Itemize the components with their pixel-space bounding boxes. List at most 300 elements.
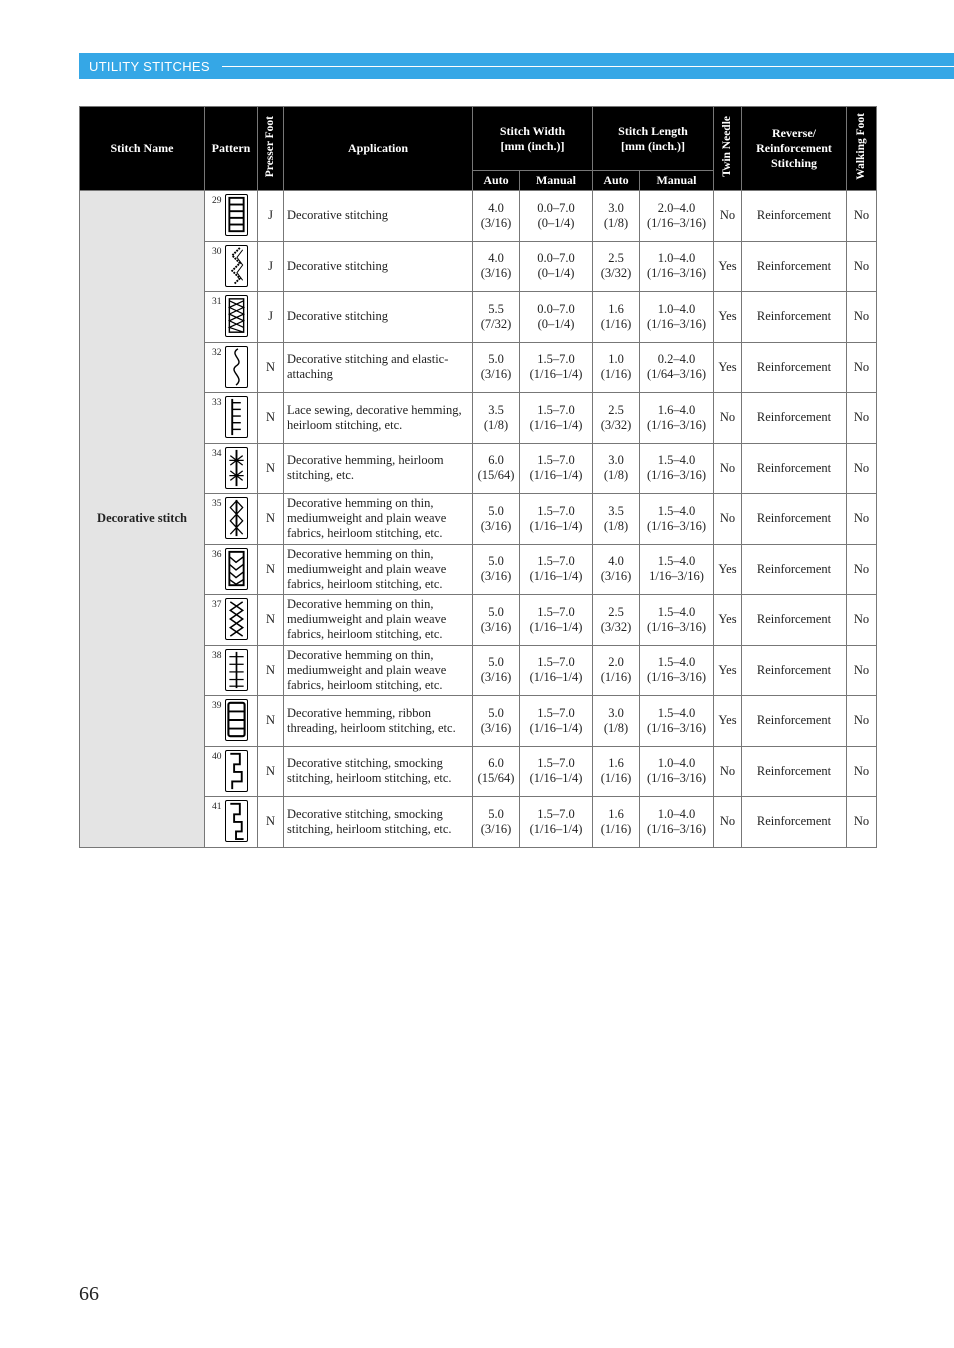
application-cell: Decorative hemming on thin, mediumweight and plain weave fabrics, heirloom stitching, etc. [284, 595, 473, 646]
length-manual-inch: (1/16–3/16) [646, 771, 707, 786]
width-manual-cell [520, 797, 593, 848]
header-stitch-length-label: Stitch Length [618, 123, 688, 138]
length-manual-cell [640, 544, 714, 595]
header-width-auto: Auto [473, 171, 520, 191]
presser-foot-cell: N [258, 595, 284, 646]
pattern-cell [205, 241, 258, 292]
reverse-cell: Reinforcement [742, 746, 847, 797]
length-auto-mm: 2.5 [608, 251, 624, 266]
width-auto-inch: (3/16) [480, 569, 512, 584]
width-manual-mm: 1.5–7.0 [537, 604, 575, 619]
width-auto-cell [473, 191, 520, 242]
width-manual-inch: (0–1/4) [537, 266, 575, 281]
reverse-cell: Reinforcement [742, 241, 847, 292]
pattern-number: 40 [212, 751, 222, 762]
reverse-cell: Reinforcement [742, 393, 847, 444]
width-manual-inch: (1/16–1/4) [529, 670, 583, 685]
width-auto-cell [473, 746, 520, 797]
pattern-number: 36 [212, 549, 222, 560]
twin-needle-cell: Yes [714, 696, 742, 747]
pattern-cell [205, 292, 258, 343]
width-manual-cell [520, 292, 593, 343]
width-auto-inch: (3/16) [480, 670, 512, 685]
stitch-pattern-icon [225, 750, 248, 792]
width-auto-mm: 5.5 [488, 301, 504, 316]
width-auto-mm: 5.0 [488, 503, 504, 518]
width-manual-inch: (0–1/4) [537, 215, 575, 230]
width-auto-mm: 5.0 [488, 554, 504, 569]
stitch-pattern-icon [225, 396, 248, 438]
length-manual-mm: 1.5–4.0 [657, 453, 696, 468]
width-manual-mm: 1.5–7.0 [537, 806, 575, 821]
width-auto-cell [473, 393, 520, 444]
width-manual-inch: (1/16–1/4) [529, 367, 583, 382]
application-cell: Decorative stitching, smocking stitching, heirloom stitching, etc. [284, 746, 473, 797]
width-auto-mm: 3.5 [488, 402, 504, 417]
header-stitch-width-unit: [mm (inch.)] [500, 138, 565, 153]
stitch-pattern-icon [225, 800, 248, 842]
width-manual-cell [520, 443, 593, 494]
header-reverse [742, 107, 847, 191]
pattern-cell [205, 696, 258, 747]
walking-foot-cell: No [847, 342, 877, 393]
twin-needle-cell: Yes [714, 241, 742, 292]
presser-foot-cell: J [258, 292, 284, 343]
length-manual-inch: (1/16–3/16) [646, 417, 707, 432]
length-auto-cell [593, 645, 640, 696]
reverse-cell: Reinforcement [742, 494, 847, 545]
pattern-cell [205, 544, 258, 595]
width-auto-mm: 5.0 [488, 655, 504, 670]
pattern-number: 37 [212, 600, 222, 610]
presser-foot-cell: J [258, 241, 284, 292]
width-auto-inch: (1/8) [483, 417, 509, 432]
width-manual-cell [520, 191, 593, 242]
presser-foot-cell: N [258, 342, 284, 393]
walking-foot-cell: No [847, 191, 877, 242]
length-auto-inch: (1/16) [600, 821, 632, 836]
stitch-pattern-icon [225, 699, 248, 741]
width-auto-cell [473, 797, 520, 848]
header-twin-needle-label: Twin Needle [721, 116, 733, 177]
length-auto-cell [593, 797, 640, 848]
length-auto-cell [593, 241, 640, 292]
length-manual-cell [640, 746, 714, 797]
length-manual-cell [640, 342, 714, 393]
length-manual-cell [640, 393, 714, 444]
presser-foot-cell: N [258, 797, 284, 848]
reverse-cell: Reinforcement [742, 342, 847, 393]
width-auto-inch: (3/16) [480, 518, 512, 533]
length-manual-cell [640, 443, 714, 494]
application-cell: Decorative stitching and elastic-attaching [284, 342, 473, 393]
pattern-number: 34 [212, 448, 222, 459]
length-auto-inch: (1/16) [600, 670, 632, 685]
length-manual-inch: (1/16–3/16) [646, 316, 707, 331]
width-manual-mm: 1.5–7.0 [537, 554, 575, 569]
presser-foot-cell: N [258, 746, 284, 797]
walking-foot-cell: No [847, 797, 877, 848]
length-auto-mm: 3.0 [608, 705, 624, 720]
pattern-number: 35 [212, 499, 222, 509]
pattern-cell [205, 443, 258, 494]
length-auto-mm: 3.0 [608, 200, 624, 215]
reverse-cell: Reinforcement [742, 443, 847, 494]
pattern-number: 29 [212, 196, 222, 206]
stitch-pattern-graphic [226, 246, 247, 286]
pattern-cell [205, 342, 258, 393]
length-manual-mm: 1.5–4.0 [657, 604, 696, 619]
length-manual-cell [640, 595, 714, 646]
application-cell: Decorative hemming on thin, mediumweight and plain weave fabrics, heirloom stitching, etc. [284, 645, 473, 696]
width-auto-inch: (7/32) [480, 316, 512, 331]
pattern-cell [205, 393, 258, 444]
width-auto-mm: 5.0 [488, 806, 504, 821]
twin-needle-cell: Yes [714, 645, 742, 696]
width-auto-cell [473, 595, 520, 646]
length-auto-mm: 1.6 [608, 301, 624, 316]
presser-foot-cell: N [258, 544, 284, 595]
stitch-pattern-icon [225, 598, 248, 640]
walking-foot-cell: No [847, 746, 877, 797]
length-auto-cell [593, 393, 640, 444]
width-auto-inch: (3/16) [480, 367, 512, 382]
width-auto-mm: 5.0 [488, 604, 504, 619]
application-cell: Decorative stitching [284, 191, 473, 242]
pattern-number: 38 [212, 650, 222, 661]
width-manual-inch: (1/16–1/4) [529, 518, 583, 533]
header-stitch-width-label: Stitch Width [499, 123, 566, 138]
presser-foot-cell: N [258, 696, 284, 747]
width-manual-mm: 0.0–7.0 [537, 251, 575, 266]
width-manual-cell [520, 544, 593, 595]
application-cell: Decorative hemming, heirloom stitching, etc. [284, 443, 473, 494]
application-cell: Decorative stitching [284, 292, 473, 343]
twin-needle-cell: No [714, 494, 742, 545]
length-manual-mm: 1.0–4.0 [657, 251, 696, 266]
width-auto-cell [473, 342, 520, 393]
length-manual-mm: 0.2–4.0 [657, 352, 696, 367]
header-stitch-length-unit: [mm (inch.)] [621, 138, 685, 153]
width-auto-mm: 4.0 [488, 200, 504, 215]
presser-foot-cell: N [258, 494, 284, 545]
width-auto-cell [473, 292, 520, 343]
length-auto-inch: (3/32) [600, 266, 632, 281]
length-manual-mm: 1.0–4.0 [657, 301, 696, 316]
pattern-number: 30 [212, 246, 222, 257]
page-number: 66 [79, 1283, 99, 1305]
reverse-cell: Reinforcement [742, 645, 847, 696]
length-auto-cell [593, 544, 640, 595]
pattern-number: 32 [212, 347, 222, 358]
width-manual-inch: (1/16–1/4) [529, 619, 583, 634]
length-auto-inch: (1/8) [603, 468, 629, 483]
width-auto-cell [473, 443, 520, 494]
width-manual-mm: 1.5–7.0 [537, 352, 575, 367]
width-manual-inch: (1/16–1/4) [529, 771, 583, 786]
length-manual-inch: (1/16–3/16) [646, 821, 707, 836]
length-auto-mm: 2.0 [608, 655, 624, 670]
length-auto-inch: (1/8) [603, 215, 629, 230]
length-manual-cell [640, 494, 714, 545]
reverse-cell: Reinforcement [742, 595, 847, 646]
presser-foot-cell: N [258, 645, 284, 696]
length-manual-inch: (1/16–3/16) [646, 468, 707, 483]
width-manual-inch: (1/16–1/4) [529, 720, 583, 735]
presser-foot-cell: N [258, 393, 284, 444]
length-auto-inch: (1/16) [600, 367, 632, 382]
width-auto-inch: (3/16) [480, 266, 512, 281]
header-length-manual: Manual [640, 171, 714, 191]
header-twin-needle [714, 107, 742, 191]
length-auto-inch: (1/8) [603, 720, 629, 735]
header-presser-foot-label: Presser Foot [264, 115, 276, 178]
application-cell: Decorative stitching [284, 241, 473, 292]
width-manual-mm: 1.5–7.0 [537, 453, 575, 468]
stitch-pattern-icon [225, 497, 248, 539]
reverse-cell: Reinforcement [742, 292, 847, 343]
header-stitch-name: Stitch Name [80, 107, 205, 191]
header-reverse-line2: Reinforcement [756, 141, 832, 155]
width-manual-cell [520, 645, 593, 696]
width-auto-cell [473, 544, 520, 595]
length-auto-inch: (1/8) [603, 518, 629, 533]
pattern-number: 41 [212, 802, 222, 812]
length-auto-mm: 4.0 [608, 554, 624, 569]
twin-needle-cell: No [714, 393, 742, 444]
length-manual-inch: (1/16–3/16) [646, 266, 707, 281]
pattern-cell [205, 797, 258, 848]
header-length-auto: Auto [593, 171, 640, 191]
width-manual-mm: 0.0–7.0 [537, 200, 575, 215]
length-auto-inch: (3/32) [600, 417, 632, 432]
stitch-pattern-graphic [226, 498, 247, 538]
length-manual-inch: (1/16–3/16) [646, 720, 707, 735]
stitch-pattern-graphic [226, 700, 247, 740]
stitch-pattern-graphic [226, 296, 247, 336]
twin-needle-cell: Yes [714, 342, 742, 393]
length-auto-cell [593, 292, 640, 343]
width-auto-cell [473, 645, 520, 696]
table-row [80, 191, 877, 242]
length-auto-mm: 1.6 [608, 806, 624, 821]
width-manual-inch: (1/16–1/4) [529, 417, 583, 432]
twin-needle-cell: No [714, 191, 742, 242]
stitch-pattern-graphic [226, 650, 247, 690]
width-auto-mm: 6.0 [488, 756, 504, 771]
width-manual-cell [520, 393, 593, 444]
width-manual-mm: 1.5–7.0 [537, 503, 575, 518]
stitch-pattern-graphic [226, 195, 247, 235]
width-auto-mm: 5.0 [488, 705, 504, 720]
length-manual-inch: (1/16–3/16) [646, 670, 707, 685]
length-manual-mm: 1.0–4.0 [657, 806, 696, 821]
pattern-number: 39 [212, 701, 222, 711]
length-manual-inch: (1/64–3/16) [646, 367, 707, 382]
pattern-cell [205, 645, 258, 696]
pattern-number: 31 [212, 297, 222, 307]
length-auto-mm: 3.5 [608, 503, 624, 518]
twin-needle-cell: No [714, 797, 742, 848]
stitch-pattern-icon [225, 346, 248, 388]
header-stitch-width [473, 107, 593, 171]
width-manual-mm: 1.5–7.0 [537, 705, 575, 720]
length-manual-mm: 1.5–4.0 [657, 655, 696, 670]
length-manual-inch: 1/16–3/16) [649, 569, 704, 584]
header-reverse-line3: Stitching [770, 156, 817, 170]
width-auto-cell [473, 241, 520, 292]
pattern-cell [205, 494, 258, 545]
length-manual-cell [640, 292, 714, 343]
length-auto-cell [593, 342, 640, 393]
pattern-cell [205, 595, 258, 646]
walking-foot-cell: No [847, 595, 877, 646]
length-auto-cell [593, 746, 640, 797]
width-manual-cell [520, 494, 593, 545]
length-manual-cell [640, 797, 714, 848]
pattern-number: 33 [212, 398, 222, 408]
stitch-pattern-graphic [226, 347, 247, 387]
reverse-cell: Reinforcement [742, 696, 847, 747]
header-reverse-line1: Reverse/ [772, 126, 816, 140]
length-auto-inch: (1/16) [600, 771, 632, 786]
length-auto-inch: (1/16) [600, 316, 632, 331]
length-manual-mm: 1.5–4.0 [657, 705, 696, 720]
length-auto-mm: 2.5 [608, 402, 624, 417]
width-manual-cell [520, 595, 593, 646]
application-cell: Decorative stitching, smocking stitching, heirloom stitching, etc. [284, 797, 473, 848]
pattern-cell [205, 191, 258, 242]
walking-foot-cell: No [847, 292, 877, 343]
length-manual-mm: 2.0–4.0 [657, 200, 696, 215]
twin-needle-cell: No [714, 746, 742, 797]
width-auto-inch: (3/16) [480, 215, 512, 230]
length-auto-cell [593, 191, 640, 242]
twin-needle-cell: Yes [714, 544, 742, 595]
length-manual-inch: (1/16–3/16) [646, 215, 707, 230]
twin-needle-cell: Yes [714, 292, 742, 343]
length-manual-mm: 1.6–4.0 [657, 402, 696, 417]
walking-foot-cell: No [847, 645, 877, 696]
walking-foot-cell: No [847, 544, 877, 595]
application-cell: Decorative hemming, ribbon threading, heirloom stitching, etc. [284, 696, 473, 747]
stitch-table [79, 106, 877, 848]
header-application: Application [284, 107, 473, 191]
stitch-pattern-icon [225, 295, 248, 337]
length-manual-cell [640, 645, 714, 696]
length-auto-mm: 1.6 [608, 756, 624, 771]
width-manual-mm: 0.0–7.0 [537, 301, 575, 316]
stitch-pattern-graphic [226, 549, 247, 589]
reverse-cell: Reinforcement [742, 544, 847, 595]
application-cell: Lace sewing, decorative hemming, heirloom stitching, etc. [284, 393, 473, 444]
width-auto-inch: (15/64) [477, 468, 515, 483]
width-auto-inch: (3/16) [480, 720, 512, 735]
header-stitch-length [593, 107, 714, 171]
width-manual-cell [520, 696, 593, 747]
width-manual-cell [520, 342, 593, 393]
stitch-pattern-graphic [226, 599, 247, 639]
twin-needle-cell: Yes [714, 595, 742, 646]
stitch-pattern-graphic [226, 801, 247, 841]
header-rule [222, 66, 954, 67]
walking-foot-cell: No [847, 443, 877, 494]
stitch-pattern-graphic [226, 397, 247, 437]
length-manual-mm: 1.5–4.0 [657, 554, 696, 569]
section-header-bar [79, 53, 954, 79]
presser-foot-cell: J [258, 191, 284, 242]
width-manual-cell [520, 746, 593, 797]
walking-foot-cell: No [847, 696, 877, 747]
stitch-pattern-icon [225, 194, 248, 236]
length-manual-cell [640, 241, 714, 292]
length-manual-mm: 1.0–4.0 [657, 756, 696, 771]
length-manual-cell [640, 191, 714, 242]
width-manual-mm: 1.5–7.0 [537, 756, 575, 771]
header-presser-foot [258, 107, 284, 191]
width-auto-mm: 6.0 [488, 453, 504, 468]
width-manual-cell [520, 241, 593, 292]
width-auto-mm: 4.0 [488, 251, 504, 266]
length-manual-inch: (1/16–3/16) [646, 619, 707, 634]
length-auto-cell [593, 696, 640, 747]
reverse-cell: Reinforcement [742, 797, 847, 848]
stitch-pattern-graphic [226, 751, 247, 791]
header-walking-foot [847, 107, 877, 191]
pattern-cell [205, 746, 258, 797]
length-manual-cell [640, 696, 714, 747]
stitch-pattern-icon [225, 649, 248, 691]
stitch-group-name: Decorative stitch [80, 191, 205, 848]
walking-foot-cell: No [847, 241, 877, 292]
width-auto-cell [473, 696, 520, 747]
length-auto-inch: (3/16) [600, 569, 632, 584]
application-cell: Decorative hemming on thin, mediumweight and plain weave fabrics, heirloom stitching, etc. [284, 544, 473, 595]
twin-needle-cell: No [714, 443, 742, 494]
reverse-cell: Reinforcement [742, 191, 847, 242]
stitch-pattern-graphic [226, 448, 247, 488]
header-pattern: Pattern [205, 107, 258, 191]
length-manual-inch: (1/16–3/16) [646, 518, 707, 533]
width-auto-inch: (15/64) [477, 771, 515, 786]
stitch-pattern-icon [225, 548, 248, 590]
stitch-pattern-icon [225, 245, 248, 287]
header-width-manual: Manual [520, 171, 593, 191]
width-auto-mm: 5.0 [488, 352, 504, 367]
width-manual-inch: (1/16–1/4) [529, 821, 583, 836]
length-auto-cell [593, 494, 640, 545]
length-auto-mm: 1.0 [608, 352, 624, 367]
width-manual-inch: (1/16–1/4) [529, 468, 583, 483]
stitch-pattern-icon [225, 447, 248, 489]
width-manual-inch: (1/16–1/4) [529, 569, 583, 584]
presser-foot-cell: N [258, 443, 284, 494]
length-auto-inch: (3/32) [600, 619, 632, 634]
length-auto-mm: 2.5 [608, 604, 624, 619]
width-manual-mm: 1.5–7.0 [537, 655, 575, 670]
width-auto-inch: (3/16) [480, 821, 512, 836]
application-cell: Decorative hemming on thin, mediumweight and plain weave fabrics, heirloom stitching, etc. [284, 494, 473, 545]
width-manual-mm: 1.5–7.0 [537, 402, 575, 417]
walking-foot-cell: No [847, 393, 877, 444]
width-auto-cell [473, 494, 520, 545]
length-auto-cell [593, 595, 640, 646]
length-manual-mm: 1.5–4.0 [657, 503, 696, 518]
width-auto-inch: (3/16) [480, 619, 512, 634]
length-auto-mm: 3.0 [608, 453, 624, 468]
walking-foot-cell: No [847, 494, 877, 545]
width-manual-inch: (0–1/4) [537, 316, 575, 331]
